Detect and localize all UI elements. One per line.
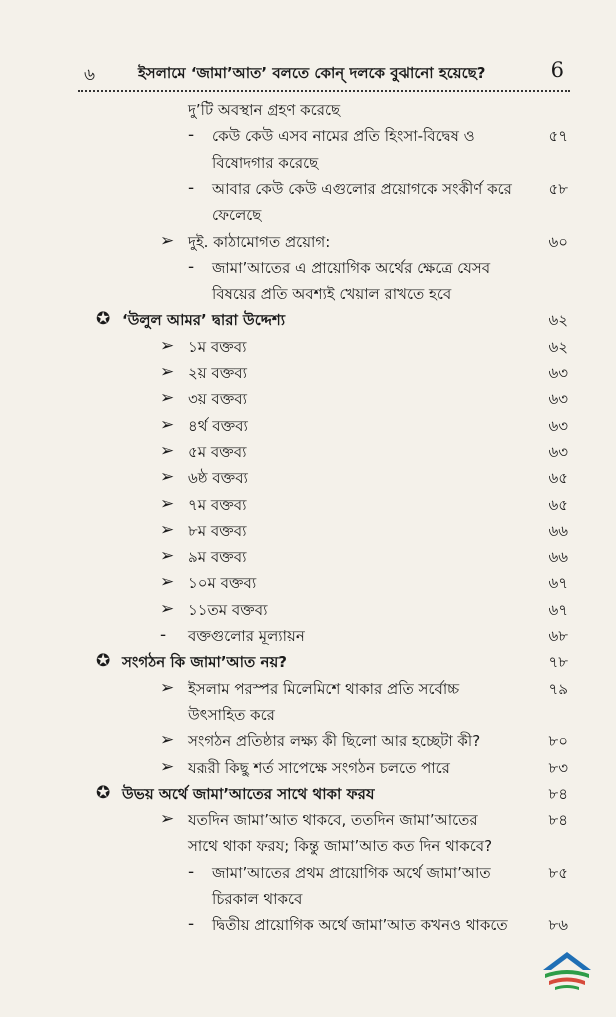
- toc-page-number: ৬৬: [548, 521, 568, 540]
- toc-entry: [0, 623, 616, 649]
- arrow-bullet-icon: ➢: [160, 809, 175, 830]
- toc-entry-text: আবার কেউ কেউ এগুলোর প্রয়োগকে সংকীর্ণ করে: [212, 179, 512, 198]
- arrow-bullet-icon: ➢: [160, 230, 175, 251]
- toc-page-number: ৬৩: [548, 442, 568, 461]
- toc-entry: [0, 544, 616, 570]
- dash-bullet-icon: -: [188, 125, 195, 146]
- arrow-bullet-icon: ➢: [160, 335, 175, 356]
- toc-page-number: ৬৭: [548, 600, 568, 619]
- arrow-bullet-icon: ➢: [160, 730, 175, 751]
- arrow-bullet-icon: ➢: [160, 362, 175, 382]
- toc-entry-text: সংগঠন কি জামা’আত নয়?: [122, 653, 288, 672]
- toc-entry: [0, 702, 616, 728]
- toc-entry-text: বক্তগুলোর মূল্যায়ন: [188, 627, 305, 645]
- toc-entry-text: ৪র্থ বক্তব্য: [188, 416, 248, 435]
- toc-page-number: ৫৭: [548, 127, 568, 146]
- toc-page-number: ৬২: [548, 311, 568, 330]
- toc-entry-text: ৮ম বক্তব্য: [188, 521, 247, 540]
- star-bullet-icon: ✪: [96, 782, 111, 803]
- toc-page-number: ৬৩: [548, 416, 568, 435]
- toc-entry: [0, 755, 616, 781]
- arrow-bullet-icon: ➢: [160, 677, 175, 698]
- dash-bullet-icon: -: [188, 177, 195, 198]
- toc-entry-text: ১ম বক্তব্য: [188, 337, 247, 356]
- toc-entry: [0, 150, 616, 176]
- toc-entry-text: ৭ম বক্তব্য: [188, 495, 247, 514]
- arrow-bullet-icon: ➢: [160, 493, 175, 514]
- toc-entry: [0, 176, 616, 202]
- toc-entry: [0, 334, 616, 360]
- toc-entry: [0, 886, 616, 912]
- toc-entry: [0, 360, 616, 386]
- toc-entry: [0, 912, 616, 938]
- toc-entry: [0, 202, 616, 228]
- toc-page-number: ৮০: [548, 732, 568, 751]
- toc-entry-text: ৩য় বক্তব্য: [188, 390, 247, 409]
- toc-entry-text: দুই. কাঠামোগত প্রয়োগ:: [188, 232, 331, 251]
- left-page-number: ৬: [84, 65, 96, 85]
- toc-entry: [0, 492, 616, 518]
- toc-entry: [0, 781, 616, 807]
- toc-entry: [0, 465, 616, 491]
- toc-page-number: ৬৫: [548, 495, 568, 514]
- toc-page-number: ৬৫: [548, 469, 568, 488]
- running-title: ইসলামে ‘জামা’আত’ বলতে কোন্ দলকে বুঝানো হয়েছে?: [138, 64, 486, 82]
- toc-page-number: ৬৮: [548, 627, 568, 645]
- toc-entry: [0, 413, 616, 439]
- book-emblem-icon: [535, 948, 599, 992]
- toc-entry: [0, 570, 616, 596]
- toc-entry-text: যরূরী কিছু শর্ত সাপেক্ষে সংগঠন চলতে পারে: [188, 758, 450, 777]
- toc-entry-text: বিষোদগার করেছে: [212, 153, 319, 172]
- page-header: [78, 56, 570, 92]
- toc-entry-text: জামা’আতের প্রথম প্রায়োগিক অর্থে জামা’আত: [212, 863, 491, 882]
- toc-entry-text: ইসলাম পরস্পর মিলেমিশে থাকার প্রতি সর্বোচ্চ: [188, 679, 460, 698]
- toc-entry: [0, 255, 616, 281]
- arrow-bullet-icon: ➢: [160, 756, 175, 777]
- toc-entry: [0, 676, 616, 702]
- toc-page-number: ৮৩: [548, 758, 568, 777]
- dash-bullet-icon: -: [188, 914, 195, 935]
- toc-page-number: ৬৬: [548, 548, 568, 567]
- toc-entry-text: ‘উলুল আমর’ দ্বারা উদ্দেশ্য: [122, 311, 286, 330]
- right-page-number: 6: [550, 58, 564, 82]
- toc-page-number: ৬৭: [548, 574, 568, 593]
- dash-bullet-icon: -: [160, 625, 167, 645]
- toc-entry-text: জামা’আতের এ প্রায়োগিক অর্থের ক্ষেত্রে যেসব: [212, 258, 491, 277]
- arrow-bullet-icon: ➢: [160, 440, 175, 461]
- toc-entry-text: ৫ম বক্তব্য: [188, 442, 247, 461]
- arrow-bullet-icon: ➢: [160, 546, 175, 567]
- toc-entry: [0, 229, 616, 255]
- toc-entry-text: দ্বিতীয় প্রায়োগিক অর্থে জামা’আত কখনও থাকতে: [212, 916, 508, 935]
- toc-page-number: ৮৫: [548, 863, 568, 882]
- dash-bullet-icon: -: [188, 256, 195, 277]
- toc-entry-text: ১১তম বক্তব্য: [188, 600, 268, 619]
- toc-page-number: ৫৮: [548, 179, 568, 198]
- toc-page-number: ৮৪: [548, 811, 568, 830]
- toc-entry-text: বিষয়ের প্রতি অবশ্যই খেয়াল রাখতে হবে: [212, 285, 452, 304]
- toc-page-number: ৬২: [548, 337, 568, 356]
- toc-entry: [0, 860, 616, 886]
- dash-bullet-icon: -: [188, 861, 195, 882]
- toc-page-number: ৮৪: [548, 784, 568, 803]
- toc-entry-text: চিরকাল থাকবে: [212, 890, 303, 908]
- toc-entry-text: ফেলেছে: [212, 206, 262, 225]
- toc-entry: [0, 649, 616, 675]
- toc-entry: [0, 386, 616, 412]
- toc-entry: [0, 518, 616, 544]
- toc-entry: [0, 807, 616, 833]
- toc-entry-text: সংগঠন প্রতিষ্ঠার লক্ষ্য কী ছিলো আর হচ্ছেটা কী?: [188, 732, 481, 751]
- toc-entry-text: উৎসাহিত করে: [188, 705, 275, 724]
- toc-entry-text: দু’টি অবস্থান গ্রহণ করেছে: [188, 101, 341, 119]
- toc-page-number: ৬০: [548, 232, 568, 251]
- arrow-bullet-icon: ➢: [160, 467, 175, 488]
- toc-entry-text: ১০ম বক্তব্য: [188, 574, 257, 593]
- toc-entry-text: উভয় অর্থে জামা’আতের সাথে থাকা ফরয: [122, 784, 375, 803]
- toc-entry-text: ২য় বক্তব্য: [188, 364, 247, 382]
- arrow-bullet-icon: ➢: [160, 519, 175, 540]
- toc-entry-text: ৬ষ্ঠ বক্তব্য: [188, 469, 248, 488]
- toc-page-number: ৬৩: [548, 390, 568, 409]
- toc-page-number: ৮৬: [548, 916, 568, 935]
- toc-entry: [0, 281, 616, 307]
- star-bullet-icon: ✪: [96, 309, 111, 330]
- toc-page-number: ৭৮: [548, 653, 568, 672]
- toc-page-number: ৬৩: [548, 364, 568, 382]
- toc-entry: [0, 728, 616, 754]
- toc-page-number: ৭৯: [548, 679, 568, 698]
- toc-entry: [0, 307, 616, 333]
- toc-entry-text: সাথে থাকা ফরয; কিন্তু জামা’আত কত দিন থাকবে?: [188, 837, 493, 856]
- star-bullet-icon: ✪: [96, 651, 111, 672]
- arrow-bullet-icon: ➢: [160, 414, 175, 435]
- toc-entry: [0, 123, 616, 149]
- toc-entry: [0, 833, 616, 859]
- arrow-bullet-icon: ➢: [160, 388, 175, 409]
- arrow-bullet-icon: ➢: [160, 598, 175, 619]
- toc-entry-text: কেউ কেউ এসব নামের প্রতি হিংসা-বিদ্বেষ ও: [212, 127, 475, 146]
- toc-entry: [0, 439, 616, 465]
- toc-entry-text: ৯ম বক্তব্য: [188, 548, 247, 567]
- arrow-bullet-icon: ➢: [160, 572, 175, 593]
- toc-entry: [0, 597, 616, 623]
- toc-entry: [0, 97, 616, 123]
- toc-entry-text: যতদিন জামা’আত থাকবে, ততদিন জামা’আতের: [188, 811, 478, 830]
